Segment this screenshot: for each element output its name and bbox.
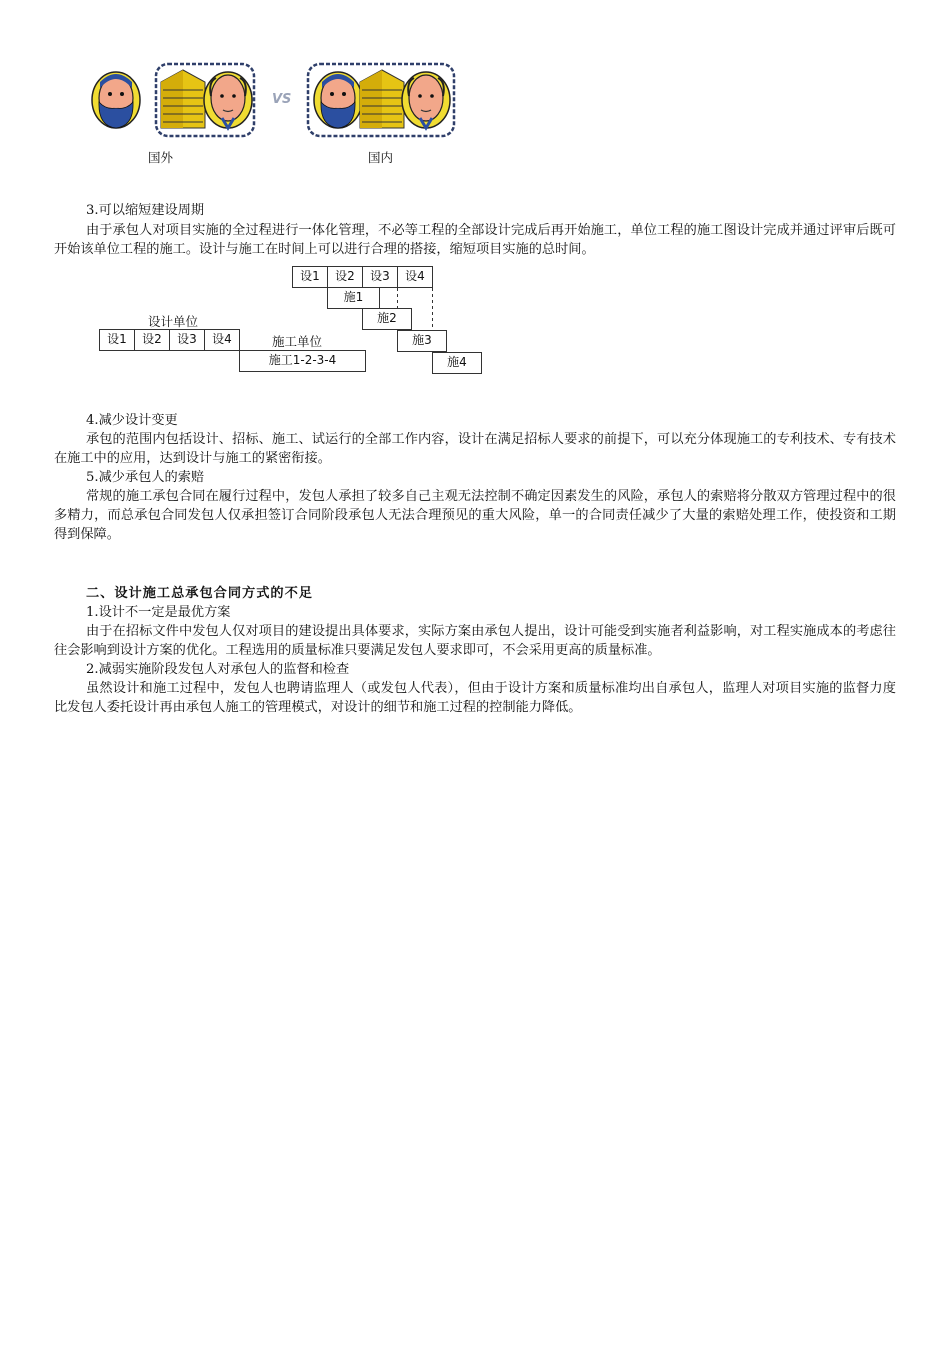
right-construction-box: 施3 xyxy=(397,330,447,352)
right-design-box: 设1 xyxy=(292,266,328,288)
left-design-box: 设3 xyxy=(169,329,205,351)
section-5-title: 5.减少承包人的索赔 xyxy=(86,470,205,485)
construction-unit-label: 施工单位 xyxy=(272,334,323,349)
section-3-body: 由于承包人对项目实施的全过程进行一体化管理，不必等工程的全部设计完成后再开始施工，单位工程的施工图设计完成并通过评审后既可开始该单位工程的施工。设计与施工在时间上可以进行合理的搭接，缩短项目实施的总时间。 xyxy=(54,223,896,257)
part-2-title: 二、设计施工总承包合同方式的不足 xyxy=(86,586,313,601)
right-construction-box: 施2 xyxy=(362,308,412,330)
caption-right: 国内 xyxy=(368,150,394,165)
right-construction-box: 施4 xyxy=(432,352,482,374)
design-unit-label: 设计单位 xyxy=(148,314,199,329)
part-2-sub2-body: 虽然设计和施工过程中，发包人也聘请监理人（或发包人代表），但由于设计方案和质量标准均出自承包人，监理人对项目实施的监督力度比发包人委托设计再由承包人施工的管理模式，对设计的细节和施工过程的控制能力降低。 xyxy=(54,681,896,715)
left-design-box: 设4 xyxy=(204,329,240,351)
part-2-sub1-title: 1.设计不一定是最优方案 xyxy=(86,605,231,620)
left-design-box: 设1 xyxy=(99,329,135,351)
section-3-title: 3.可以缩短建设周期 xyxy=(86,203,205,218)
right-design-box: 设4 xyxy=(397,266,433,288)
section-4-title: 4.减少设计变更 xyxy=(86,413,178,428)
left-design-box: 设2 xyxy=(134,329,170,351)
dashed-guides xyxy=(0,0,950,400)
section-4-body: 承包的范围内包括设计、招标、施工、试运行的全部工作内容，设计在满足招标人要求的前提下，可以充分体现施工的专利技术、专有技术在施工中的应用，达到设计与施工的紧密衔接。 xyxy=(54,432,896,466)
left-construction-box: 施工1-2-3-4 xyxy=(239,350,366,372)
right-design-box: 设3 xyxy=(362,266,398,288)
vs-label: VS xyxy=(272,92,292,107)
part-2-sub2-title: 2.减弱实施阶段发包人对承包人的监督和检查 xyxy=(86,662,350,677)
right-construction-box: 施1 xyxy=(327,287,380,309)
right-design-box: 设2 xyxy=(327,266,363,288)
section-5-body: 常规的施工承包合同在履行过程中，发包人承担了较多自己主观无法控制不确定因素发生的风险，承包人的索赔将分散双方管理过程中的很多精力，而总承包合同发包人仅承担签订合同阶段承包人无法合理预见的重大风险，单一的合同责任减少了大量的索赔处理工作，使投资和工期得到保障。 xyxy=(54,489,896,542)
part-2-sub1-body: 由于在招标文件中发包人仅对项目的建设提出具体要求，实际方案由承包人提出，设计可能受到实施者利益影响，对工程实施成本的考虑往往会影响到设计方案的优化。工程选用的质量标准只要满足发包人要求即可，不会采用更高的质量标准。 xyxy=(54,624,896,658)
caption-left: 国外 xyxy=(148,150,174,165)
